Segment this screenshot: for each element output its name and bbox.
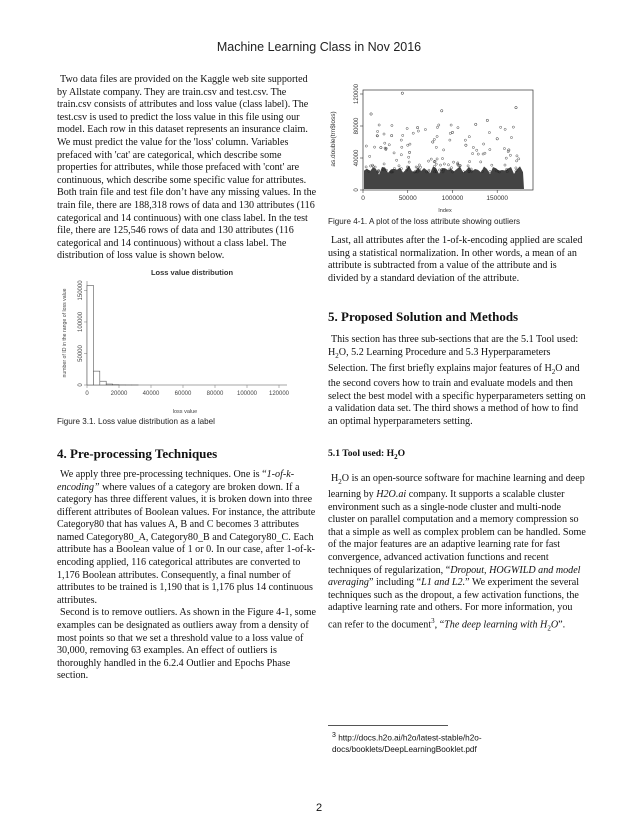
data-point — [418, 164, 420, 166]
data-point — [400, 154, 402, 156]
outlier-point — [408, 151, 410, 153]
x-tick-label: 0 — [85, 390, 89, 397]
data-point — [436, 158, 438, 160]
subsection-5-1-heading — [328, 448, 588, 461]
footnote — [332, 730, 592, 755]
data-point — [438, 169, 440, 171]
data-point — [365, 145, 367, 147]
chart-x-axis-label: loss value — [172, 408, 198, 415]
y-tick-label: 40000 — [354, 149, 360, 167]
data-point — [482, 143, 484, 145]
outlier-point — [441, 110, 443, 112]
data-point — [393, 152, 395, 154]
methods-overview-paragraph — [328, 334, 588, 428]
section-4-heading: 4. Pre-processing Techniques — [57, 445, 218, 461]
data-point — [433, 165, 435, 167]
data-point — [468, 161, 470, 163]
data-point — [388, 144, 390, 146]
data-point — [441, 157, 443, 159]
data-point — [450, 124, 452, 126]
y-tick-label: 50000 — [78, 345, 84, 362]
y-tick-label: 120000 — [354, 84, 360, 105]
outlier-point — [401, 92, 403, 94]
data-point — [516, 155, 518, 157]
data-point — [504, 164, 506, 166]
histogram-bar — [87, 285, 93, 385]
data-point — [398, 165, 400, 167]
y-tick-label: 150000 — [78, 280, 84, 301]
data-point — [373, 146, 375, 148]
data-point — [433, 138, 435, 140]
data-point — [401, 146, 403, 148]
footnote-url[interactable]: http://docs.h2o.ai/h2o/latest-stable/h2o-docs/booklets/DeepLearningBooklet.pdf — [332, 733, 482, 754]
chart-y-axis-label: as.double(trn$loss) — [330, 111, 337, 167]
left-column — [57, 74, 317, 683]
x-tick-label: 100000 — [441, 195, 464, 202]
text-run: O — [397, 447, 406, 459]
outlier-point — [416, 126, 418, 128]
data-point — [472, 146, 474, 148]
text-run: ” including “ — [368, 577, 422, 589]
data-point — [430, 158, 432, 160]
data-point — [427, 160, 429, 162]
data-point — [464, 139, 466, 141]
page-number: 2 — [315, 802, 323, 814]
data-point — [435, 163, 437, 165]
text-run: 5.1 Tool used: H — [328, 447, 395, 459]
preprocessing-paragraph — [57, 469, 317, 608]
data-point — [489, 148, 491, 150]
data-point — [452, 161, 454, 163]
footnote-reference[interactable]: 3 — [431, 617, 435, 626]
normalization-paragraph: Last, all attributes after the 1-of-k-encoding applied are scaled using a statistical normalization. In other words, a mean of an attribute is subtracted from a value of the attribute and is divided by a standard deviation of the attribute. — [328, 235, 583, 284]
data-point — [471, 152, 473, 154]
data-point — [447, 164, 449, 166]
data-point — [509, 154, 511, 156]
data-point — [515, 167, 517, 169]
h2o-paragraph — [328, 473, 588, 635]
subscript: 2 — [394, 452, 398, 461]
y-tick-label: 100000 — [78, 311, 84, 332]
emphasis-regularization: L1 and L2. — [421, 577, 466, 589]
data-point — [435, 146, 437, 148]
data-point — [491, 164, 493, 166]
x-tick-label: 20000 — [110, 390, 128, 397]
page-header: Machine Learning Class in Nov 2016 — [216, 40, 422, 54]
outlier-point — [486, 119, 488, 121]
x-tick-label: 100000 — [236, 390, 258, 397]
data-point — [406, 127, 408, 129]
y-tick-label: 0 — [354, 188, 360, 192]
chart-x-axis-label: Index — [438, 208, 452, 214]
subscript: 2 — [547, 624, 551, 633]
figure-3-1-caption: Figure 3.1. Loss value distribution as a label — [57, 416, 215, 426]
subscript: 2 — [338, 478, 342, 487]
text-run: ”. — [558, 619, 566, 631]
data-point — [504, 128, 506, 130]
data-point — [436, 135, 438, 137]
data-point — [402, 134, 404, 136]
x-tick-label: 150000 — [486, 195, 509, 202]
histogram-bar — [106, 384, 112, 385]
data-point — [449, 139, 451, 141]
text-run: This section has three sub-sections that are the 5.1 Tool used: H — [328, 334, 579, 358]
data-point — [438, 124, 440, 126]
emphasis-company: H2O.ai — [376, 489, 407, 501]
data-point — [489, 170, 491, 172]
data-point — [457, 127, 459, 129]
data-point — [488, 131, 490, 133]
data-point — [407, 144, 409, 146]
outlier-point — [370, 113, 372, 115]
outlier-point — [380, 146, 382, 148]
loss-distribution-chart — [57, 267, 292, 417]
data-point — [510, 136, 512, 138]
data-point — [468, 136, 470, 138]
outlier-point — [451, 131, 453, 133]
data-point — [477, 153, 479, 155]
text-run: We apply three pre-processing techniques. One is “ — [60, 468, 267, 480]
data-point — [409, 143, 411, 145]
footnote-divider — [328, 725, 448, 726]
x-tick-label: 50000 — [398, 195, 417, 202]
subscript: 2 — [335, 351, 339, 360]
chart-title: Loss value distribution — [150, 267, 234, 277]
right-column — [328, 84, 588, 635]
loss-scatter-plot — [328, 84, 543, 214]
emphasis-1-of-k: 1-of-k-encoding” — [57, 468, 295, 493]
text-run: H — [331, 473, 339, 485]
data-point — [443, 163, 445, 165]
data-point — [516, 160, 518, 162]
y-tick-label: 80000 — [354, 117, 360, 135]
outlier-paragraph: Second is to remove outliers. As shown in the Figure 4-1, some examples can be designated as outliers away from a density of most points so that we set a threshold value to a loss value of 30,000, removing 63 examples. An effect of outliers is thoroughly handled in the 6.2.4 Outlier and Epochs Phase section. — [57, 607, 316, 682]
data-point — [424, 128, 426, 130]
data-point — [378, 124, 380, 126]
outlier-point — [515, 106, 517, 108]
data-point — [428, 169, 430, 171]
data-point — [512, 126, 514, 128]
data-point — [412, 132, 414, 134]
dataset-paragraph: Two data files are provided on the Kaggle web site supported by Allstate company. They are train.csv and test.csv. The train.csv consists of attributes and loss value (class label). The test.csv is used to predict the loss value in this file using our model. Each row in this dataset represents an insurance claim. We must predict the value for the 'loss' column. Variables prefaced with 'cat' are categorical, which describe some properties for attributes, while those prefaced with 'cont' are continuous, which describe some specific value for attributes. Both train file and test file don’t have any missing values. In the train file, there are 188,318 rows of data and 130 attributes (116 categorical and 14 continuous) with one class label. In the test file, there are 125,546 rows of data and 130 attributes (116 categorical and 14 continuous) without a class label. The distribution of loss value is shown below. — [57, 74, 317, 262]
data-point — [408, 161, 410, 163]
data-point — [365, 166, 367, 168]
figure-4-1-caption: Figure 4-1. A plot of the loss attribute showing outliers — [328, 217, 521, 226]
outlier-point — [390, 134, 392, 136]
emphasis-techniques: Dropout, HOGWILD and model averaging — [328, 564, 581, 589]
x-tick-label: 0 — [361, 195, 365, 202]
data-point — [443, 149, 445, 151]
data-point — [505, 157, 507, 159]
data-point — [476, 149, 478, 151]
histogram-bar — [100, 381, 106, 385]
data-point — [384, 142, 386, 144]
x-tick-label: 60000 — [174, 390, 192, 397]
data-point — [417, 130, 419, 132]
text-run: O and the second covers how to train and evaluate models and then select the best model with a specific hyperparameters setting on a validation data set. The third shows a method of how to find an optimal hyperparameters setting. — [328, 362, 586, 427]
x-tick-label: 80000 — [206, 390, 224, 397]
footnote-marker: 3 — [332, 732, 336, 739]
data-point — [503, 147, 505, 149]
data-point — [396, 159, 398, 161]
chart-y-axis-label: number of ID in the range of loss value — [62, 288, 68, 378]
outlier-point — [475, 123, 477, 125]
data-point — [383, 163, 385, 165]
data-point — [376, 130, 378, 132]
data-point — [408, 156, 410, 158]
outlier-point — [496, 138, 498, 140]
text-run: O is an open-source software for machine learning and deep learning by — [328, 473, 585, 501]
emphasis-doc-title: The deep learning with H — [444, 619, 548, 631]
dense-point-band — [364, 166, 524, 189]
text-run: company. It supports a scalable cluster environment such as a single-node cluster and multi-node cluster on parallel computation and a memory compression so that a simple as well as complex problem can be handled. Some of the major features are an adaptive learning rate for fast convergence, advanced activation functions and recent techniques of regularization, “ — [328, 489, 586, 576]
emphasis-doc-title: O — [550, 619, 559, 631]
data-point — [467, 165, 469, 167]
data-point — [419, 166, 421, 168]
x-tick-label: 40000 — [142, 390, 160, 397]
subscript: 2 — [551, 367, 556, 376]
data-point — [400, 139, 402, 141]
x-tick-label: 120000 — [268, 390, 290, 397]
data-point — [383, 133, 385, 135]
data-point — [500, 126, 502, 128]
section-5-heading: 5. Proposed Solution and Methods — [328, 309, 519, 325]
data-point — [391, 124, 393, 126]
histogram-bar — [93, 371, 99, 385]
outlier-point — [432, 141, 434, 143]
text-run: , “ — [434, 619, 445, 631]
data-point — [369, 155, 371, 157]
text-run: where values of a category are broken down. If a category has three different values, it is broken down into three different attributes of Boolean values. For instance, the attribute Category80 that has values A, B and C becomes 3 attributes named Category80_A, Category80_B and Category80_C. Each attribute has a Boolean value of 1 or 0. In our case, after 1-of-k-encoding applied, 116 categorical attributes are converted to 1,176 Boolean attributes. Consequently, a final number of attributes to be trained is 1,190 that is 1,176 plus 14 continuous attributes. — [57, 481, 316, 606]
text-run: O, 5.2 Learning Procedure and 5.3 Hyperparameters Selection. The first briefly explains major features of H — [328, 346, 552, 374]
data-point — [482, 153, 484, 155]
y-tick-label: 0 — [78, 383, 84, 387]
data-point — [518, 158, 520, 160]
text-run: ” We experiment the several techniques such as the dropout, a few activation functions, the adaptive learning rate and others. For more information, you can refer to the document — [328, 577, 580, 631]
data-point — [439, 164, 441, 166]
outlier-point — [465, 144, 467, 146]
data-point — [369, 165, 371, 167]
data-point — [436, 126, 438, 128]
data-point — [480, 161, 482, 163]
